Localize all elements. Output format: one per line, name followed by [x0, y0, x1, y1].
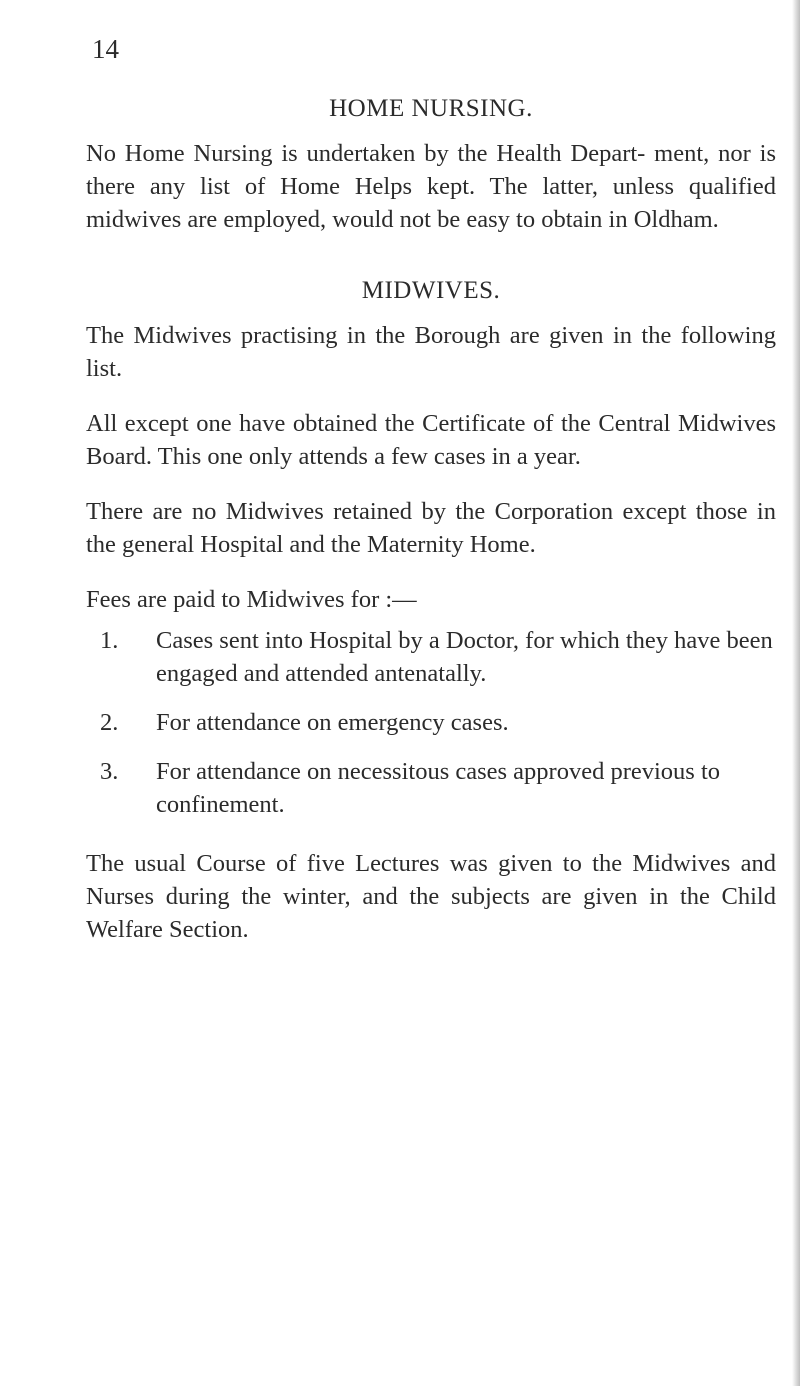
- home-nursing-heading: HOME NURSING.: [329, 95, 533, 122]
- fee-item-number: 3.: [100, 758, 119, 785]
- fee-item-text: Cases sent into Hospital by a Doctor, for which they have been engaged and attended antenatally.: [156, 627, 773, 687]
- fee-item-number: 1.: [100, 627, 119, 654]
- page-content: [86, 92, 776, 968]
- fee-item-text: For attendance on emergency cases.: [156, 709, 509, 736]
- page-number: 14: [92, 34, 119, 64]
- fee-item-number: 2.: [100, 709, 119, 736]
- midwives-heading: MIDWIVES.: [361, 277, 501, 304]
- home-nursing-paragraph: No Home Nursing is undertaken by the Health Depart- ment, nor is there any list of Home Helps kept. The latter, unless qualified midwives are employed, would not be easy to obtain in Oldham.: [86, 140, 776, 233]
- midwives-paragraph-fees-intro: Fees are paid to Midwives for :—: [86, 586, 417, 613]
- midwives-paragraph-certificate: All except one have obtained the Certificate of the Central Midwives Board. This one only attends a few cases in a year.: [86, 410, 776, 470]
- fee-list-item: [86, 624, 776, 690]
- page-edge-shadow: [792, 0, 800, 1386]
- midwives-paragraph-list-intro: The Midwives practising in the Borough are given in the following list.: [86, 322, 776, 382]
- fee-list: [86, 624, 776, 821]
- midwives-closing-paragraph: The usual Course of five Lectures was given to the Midwives and Nurses during the winter, and the subjects are given in the Child Welfare Section.: [86, 850, 776, 943]
- midwives-paragraph-corporation: There are no Midwives retained by the Corporation except those in the general Hospital and the Maternity Home.: [86, 498, 776, 558]
- fee-list-item: [86, 706, 776, 739]
- fee-item-text: For attendance on necessitous cases approved previous to confinement.: [156, 758, 721, 818]
- fee-list-item: [86, 755, 776, 821]
